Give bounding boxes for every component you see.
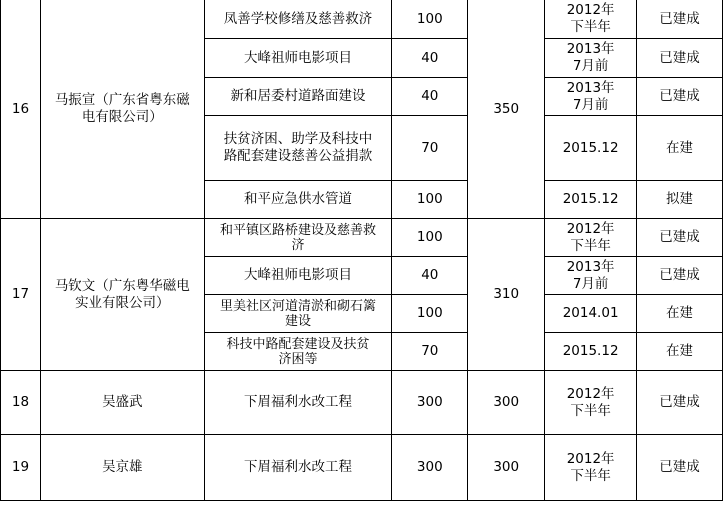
- project-cell: [204, 116, 392, 181]
- project-line: 扶贫济困、助学及科技中: [223, 131, 373, 147]
- row-number-cell: 19: [1, 435, 41, 501]
- amount-cell: 40: [392, 257, 468, 295]
- time-line: 2012年: [566, 2, 615, 18]
- time-line: 2013年: [566, 258, 615, 275]
- amount-cell: 40: [392, 78, 468, 116]
- status-cell: 已建成: [637, 219, 723, 257]
- donor-name-cell: 吴盛武: [40, 371, 204, 435]
- project-cell: 和平应急供水管道: [204, 181, 392, 219]
- status-cell: 拟建: [637, 181, 723, 219]
- time-line: 2012年: [566, 385, 615, 402]
- status-cell: 已建成: [637, 0, 723, 39]
- amount-cell: 40: [392, 39, 468, 78]
- status-cell: 在建: [637, 116, 723, 181]
- project-line: 里美社区河道清淤和砌石篱: [220, 298, 377, 314]
- table-row: [1, 0, 723, 39]
- row-number-cell: 17: [1, 219, 41, 371]
- donor-name-line: 实业有限公司）: [75, 294, 170, 311]
- amount-cell: 300: [392, 435, 468, 501]
- time-cell: [545, 0, 637, 39]
- amount-cell: 100: [392, 0, 468, 39]
- row-number-cell: 18: [1, 371, 41, 435]
- donor-name-cell: [40, 219, 204, 371]
- project-line: 和平镇区路桥建设及慈善救: [220, 222, 377, 238]
- time-line: 2013年: [566, 79, 615, 96]
- time-cell: 2015.12: [545, 116, 637, 181]
- donor-name-line: 马钦文（广东粤华磁电: [54, 277, 190, 294]
- total-cell: 350: [468, 0, 545, 219]
- time-line: 下半年: [570, 467, 611, 484]
- time-cell: [545, 435, 637, 501]
- donor-name-line: 电有限公司）: [81, 109, 163, 125]
- status-cell: 已建成: [637, 78, 723, 116]
- time-cell: [545, 39, 637, 78]
- total-cell: 300: [468, 371, 545, 435]
- amount-cell: 100: [392, 219, 468, 257]
- time-cell: 2014.01: [545, 295, 637, 333]
- time-line: 下半年: [570, 402, 611, 419]
- project-line: 建设: [285, 313, 312, 329]
- status-cell: 在建: [637, 295, 723, 333]
- total-cell: 310: [468, 219, 545, 371]
- status-cell: 已建成: [637, 435, 723, 501]
- table-row: [1, 219, 723, 257]
- time-cell: [545, 78, 637, 116]
- time-line: 下半年: [570, 19, 611, 35]
- status-cell: 已建成: [637, 371, 723, 435]
- table-row: [1, 435, 723, 501]
- time-line: 7月前: [572, 96, 609, 113]
- project-line: 济: [291, 237, 305, 253]
- total-cell: 300: [468, 435, 545, 501]
- project-line: 科技中路配套建设及扶贫: [226, 336, 370, 352]
- project-cell: [204, 333, 392, 371]
- time-line: 2012年: [566, 450, 615, 467]
- project-cell: 大峰祖师电影项目: [204, 257, 392, 295]
- amount-cell: 70: [392, 333, 468, 371]
- time-line: 下半年: [570, 237, 611, 254]
- status-cell: 已建成: [637, 39, 723, 78]
- time-line: 2012年: [566, 220, 615, 237]
- time-line: 7月前: [572, 275, 609, 292]
- donor-name-cell: 吴京雄: [40, 435, 204, 501]
- donor-name-line: 马振宣（广东省粤东磁: [54, 92, 190, 108]
- donor-name-cell: [40, 0, 204, 219]
- time-cell: [545, 371, 637, 435]
- project-line: 济困等: [278, 351, 318, 367]
- project-cell: 新和居委村道路面建设: [204, 78, 392, 116]
- project-cell: 下眉福利水改工程: [204, 435, 392, 501]
- amount-cell: 100: [392, 295, 468, 333]
- status-cell: 在建: [637, 333, 723, 371]
- time-cell: [545, 257, 637, 295]
- amount-cell: 300: [392, 371, 468, 435]
- table-row: [1, 371, 723, 435]
- time-cell: 2015.12: [545, 181, 637, 219]
- project-cell: 凤善学校修缮及慈善救济: [204, 0, 392, 39]
- time-cell: 2015.12: [545, 333, 637, 371]
- project-cell: [204, 295, 392, 333]
- project-line: 路配套建设慈善公益捐款: [223, 148, 373, 164]
- project-cell: 大峰祖师电影项目: [204, 39, 392, 78]
- project-cell: 下眉福利水改工程: [204, 371, 392, 435]
- status-cell: 已建成: [637, 257, 723, 295]
- amount-cell: 100: [392, 181, 468, 219]
- row-number-cell: 16: [1, 0, 41, 219]
- time-line: 7月前: [572, 58, 609, 74]
- time-cell: [545, 219, 637, 257]
- time-line: 2013年: [566, 41, 615, 57]
- amount-cell: 70: [392, 116, 468, 181]
- project-cell: [204, 219, 392, 257]
